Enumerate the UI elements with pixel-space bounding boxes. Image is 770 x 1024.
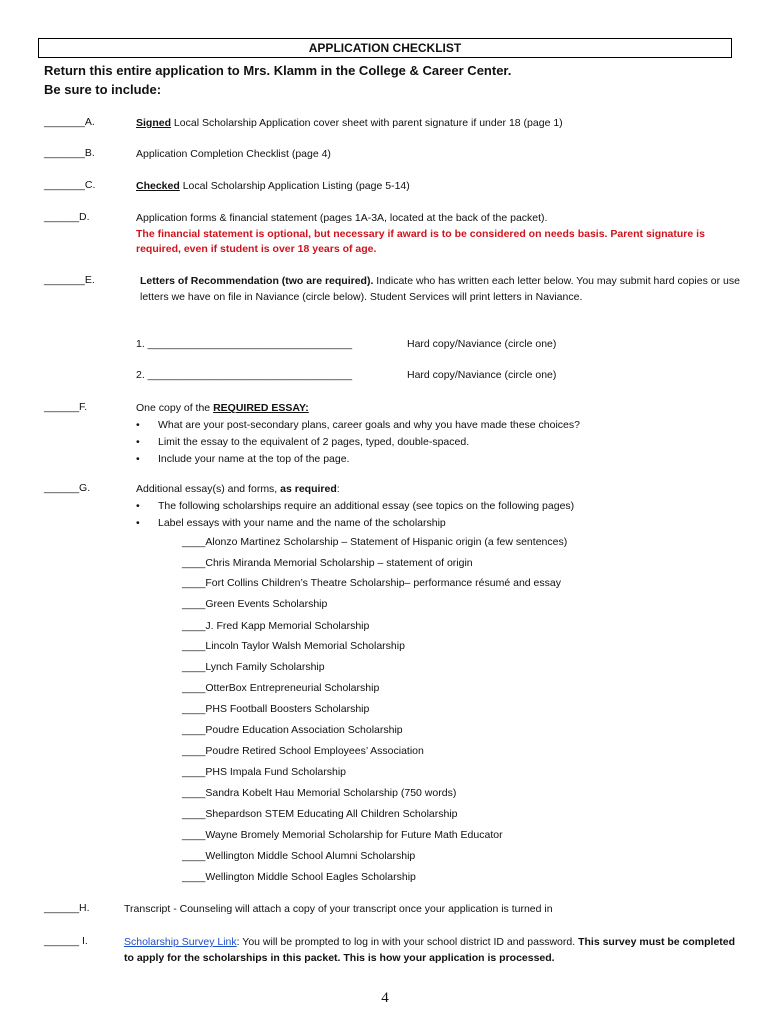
scholarship-item: ____Wellington Middle School Eagles Scholarship (182, 871, 416, 883)
item-code: _______E. (44, 274, 95, 286)
item-text: Checked Local Scholarship Application Listing (page 5-14) (136, 180, 410, 192)
item-code: ______H. (44, 902, 90, 914)
page-number: 4 (381, 990, 389, 1006)
list-item: • Label essays with your name and the name of the scholarship (158, 515, 740, 532)
scholarship-item: ____Lynch Family Scholarship (182, 661, 325, 673)
item-code: _______B. (44, 147, 95, 159)
item-text: Scholarship Survey Link: You will be prompted to log in with your school district ID and password. This survey must be completed to apply for the scholarships in this packet. This is how your application is processed. (124, 936, 736, 964)
scholarship-survey-link[interactable]: Scholarship Survey Link (124, 936, 237, 948)
scholarship-item: ____PHS Impala Fund Scholarship (182, 766, 347, 778)
scholarship-item: ____OtterBox Entrepreneurial Scholarship (182, 682, 380, 694)
item-code: _______C. (44, 179, 96, 191)
item-code: ______ I. (44, 935, 88, 947)
scholarship-item: ____Poudre Retired School Employees’ Association (182, 745, 424, 757)
list-item: • Include your name at the top of the page. (158, 451, 740, 468)
scholarship-item: ____Green Events Scholarship (182, 598, 328, 610)
list-item: • What are your post-secondary plans, career goals and why you have made these choices? (158, 417, 740, 434)
recommendation-choice-1: Hard copy/Naviance (circle one) (407, 338, 557, 350)
scholarship-item: ____Wayne Bromely Memorial Scholarship for Future Math Educator (182, 829, 503, 841)
checklist-title: APPLICATION CHECKLIST (38, 38, 732, 58)
financial-statement-note: The financial statement is optional, but necessary if award is to be considered on needs basis. Parent signature is required, even if student is over 18 years of age. (136, 227, 705, 255)
item-text: One copy of the REQUIRED ESSAY: • What are your post-secondary plans, career goals and why you have made these choices? • Limit the essay to the equivalent of 2 pages, typed, double-spaced. • Include your name at the top of the page. (136, 401, 740, 468)
scholarship-item: ____Poudre Education Association Scholarship (182, 724, 403, 736)
item-code: _______A. (44, 116, 95, 128)
scholarship-item: ____PHS Football Boosters Scholarship (182, 703, 370, 715)
scholarship-item: ____Fort Collins Children’s Theatre Scholarship– performance résumé and essay (182, 577, 561, 589)
item-text: Letters of Recommendation (two are required). Indicate who has written each letter below. You may submit hard copies or use letters we have on file in Naviance (circle below). Student Services will print letters in Naviance. (140, 275, 740, 303)
scholarship-item: ____Chris Miranda Memorial Scholarship – statement of origin (182, 557, 473, 569)
list-item: • The following scholarships require an additional essay (see topics on the following pages) (158, 498, 740, 515)
essay-requirements-list (136, 417, 740, 468)
recommendation-line-1: 1. ___________________________________ (136, 338, 353, 350)
item-text: Additional essay(s) and forms, as required: • The following scholarships require an additional essay (see topics on the following pages) • Label essays with your name and the name of the scholarship (136, 482, 740, 532)
recommendation-choice-2: Hard copy/Naviance (circle one) (407, 369, 557, 381)
item-code: ______D. (44, 211, 90, 223)
item-code: ______G. (44, 482, 91, 494)
scholarship-item: ____Lincoln Taylor Walsh Memorial Scholarship (182, 640, 405, 652)
item-text: Application forms & financial statement (pages 1A-3A, located at the back of the packet). The financial statement is optional, but necessary if award is to be considered on needs basis. Parent signature is required, even if student is over 18 years of age. (136, 211, 740, 258)
scholarship-item: ____Alonzo Martinez Scholarship – Statement of Hispanic origin (a few sentences) (182, 536, 568, 548)
scholarship-item: ____Wellington Middle School Alumni Scholarship (182, 850, 416, 862)
intro-return-line: Return this entire application to Mrs. Klamm in the College & Career Center. (44, 63, 512, 78)
additional-essay-list (136, 498, 740, 532)
item-text: Signed Local Scholarship Application cover sheet with parent signature if under 18 (page 1) (136, 117, 563, 129)
scholarship-item: ____Shepardson STEM Educating All Children Scholarship (182, 808, 458, 820)
item-text: Transcript - Counseling will attach a copy of your transcript once your application is turned in (124, 903, 553, 915)
list-item: • Limit the essay to the equivalent of 2 pages, typed, double-spaced. (158, 434, 740, 451)
scholarship-item: ____Sandra Kobelt Hau Memorial Scholarship (750 words) (182, 787, 457, 799)
item-text: Application Completion Checklist (page 4) (136, 148, 331, 160)
item-code: ______F. (44, 401, 88, 413)
intro-include-line: Be sure to include: (44, 82, 162, 97)
recommendation-line-2: 2. ___________________________________ (136, 369, 353, 381)
scholarship-item: ____J. Fred Kapp Memorial Scholarship (182, 620, 370, 632)
